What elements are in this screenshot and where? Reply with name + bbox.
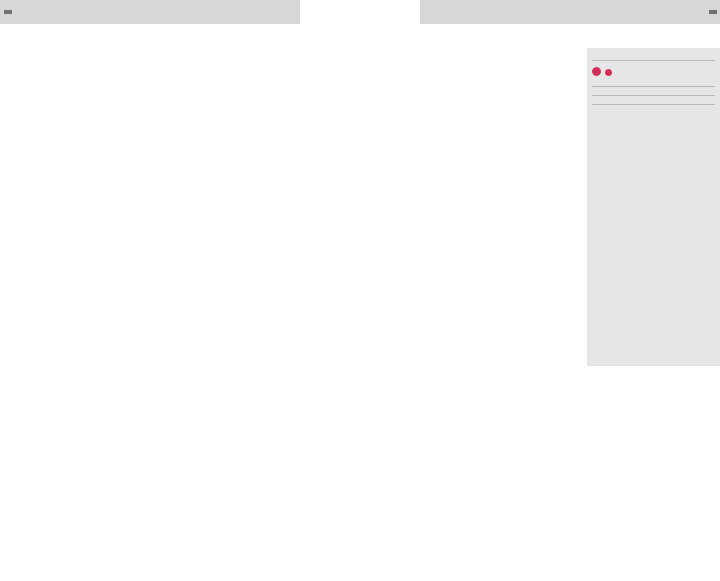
- location-marker-icon: [605, 69, 612, 76]
- sight-marker-icon: [592, 67, 601, 76]
- numbering-text: [592, 67, 715, 78]
- right-page-header: [420, 0, 720, 24]
- legend-sidebar: [587, 48, 720, 366]
- left-page-header: [0, 0, 300, 24]
- right-page-number: [709, 10, 717, 14]
- left-page-number: [4, 10, 12, 14]
